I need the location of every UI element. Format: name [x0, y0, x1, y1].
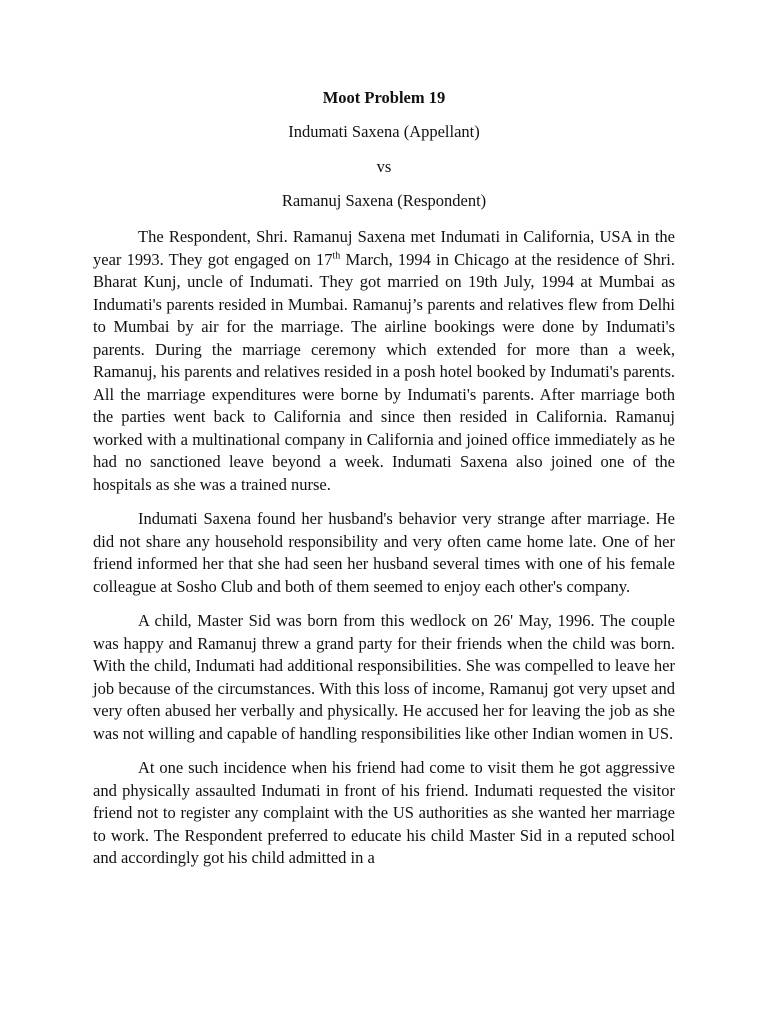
- paragraph-3: A child, Master Sid was born from this wedlock on 26' May, 1996. The couple was happy and Ramanuj threw a grand party for their friends when the child was born. With the child, Indumati had additional responsibilities. She was compelled to leave her job because of the circumstances. With this loss of income, Ramanuj got very upset and very often abused her verbally and physically. He accused her for leaving the job as she was not willing and capable of handling responsibilities like other Indian women in US.: [93, 611, 675, 743]
- document-title: Moot Problem 19: [322, 88, 446, 107]
- paragraph-4: At one such incidence when his friend had come to visit them he got aggressive and physically assaulted Indumati in front of his friend. Indumati requested the visitor friend not to register any complaint with the US authorities as she wanted her marriage to work. The Respondent preferred to educate his child Master Sid in a reputed school and accordingly got his child admitted in a: [93, 758, 675, 867]
- superscript-th: th: [332, 250, 341, 261]
- paragraph-1: [93, 226, 675, 496]
- appellant-line: Indumati Saxena (Appellant): [288, 122, 480, 141]
- versus-line: vs: [376, 157, 392, 176]
- document-body: [93, 226, 675, 882]
- respondent-line: Ramanuj Saxena (Respondent): [281, 191, 487, 210]
- paragraph-2: Indumati Saxena found her husband's behavior very strange after marriage. He did not share any household responsibility and very often came home late. One of her friend informed her that she had seen her husband several times with one of his female colleague at Sosho Club and both of them seemed to enjoy each other's company.: [93, 509, 675, 596]
- paragraph-1-part-a: The Respondent, Shri. Ramanuj Saxena met Indumati in California, USA in the year 1993. They got engaged on 17: [93, 227, 675, 269]
- paragraph-1-part-b: March, 1994 in Chicago at the residence of Shri. Bharat Kunj, uncle of Indumati. They got married on 19th July, 1994 at Mumbai as Indumati's parents resided in Mumbai. Ramanuj’s parents and relatives flew from Delhi to Mumbai by air for the marriage. The airline bookings were done by Indumati's parents. During the marriage ceremony which extended for more than a week, Ramanuj, his parents and relatives resided in a posh hotel booked by Indumati's parents. All the marriage expenditures were borne by Indumati's parents. After marriage both the parties went back to California and since then resided in California. Ramanuj worked with a multinational company in California and joined office immediately as he had no sanctioned leave beyond a week. Indumati Saxena also joined one of the hospitals as she was a trained nurse.: [93, 249, 675, 494]
